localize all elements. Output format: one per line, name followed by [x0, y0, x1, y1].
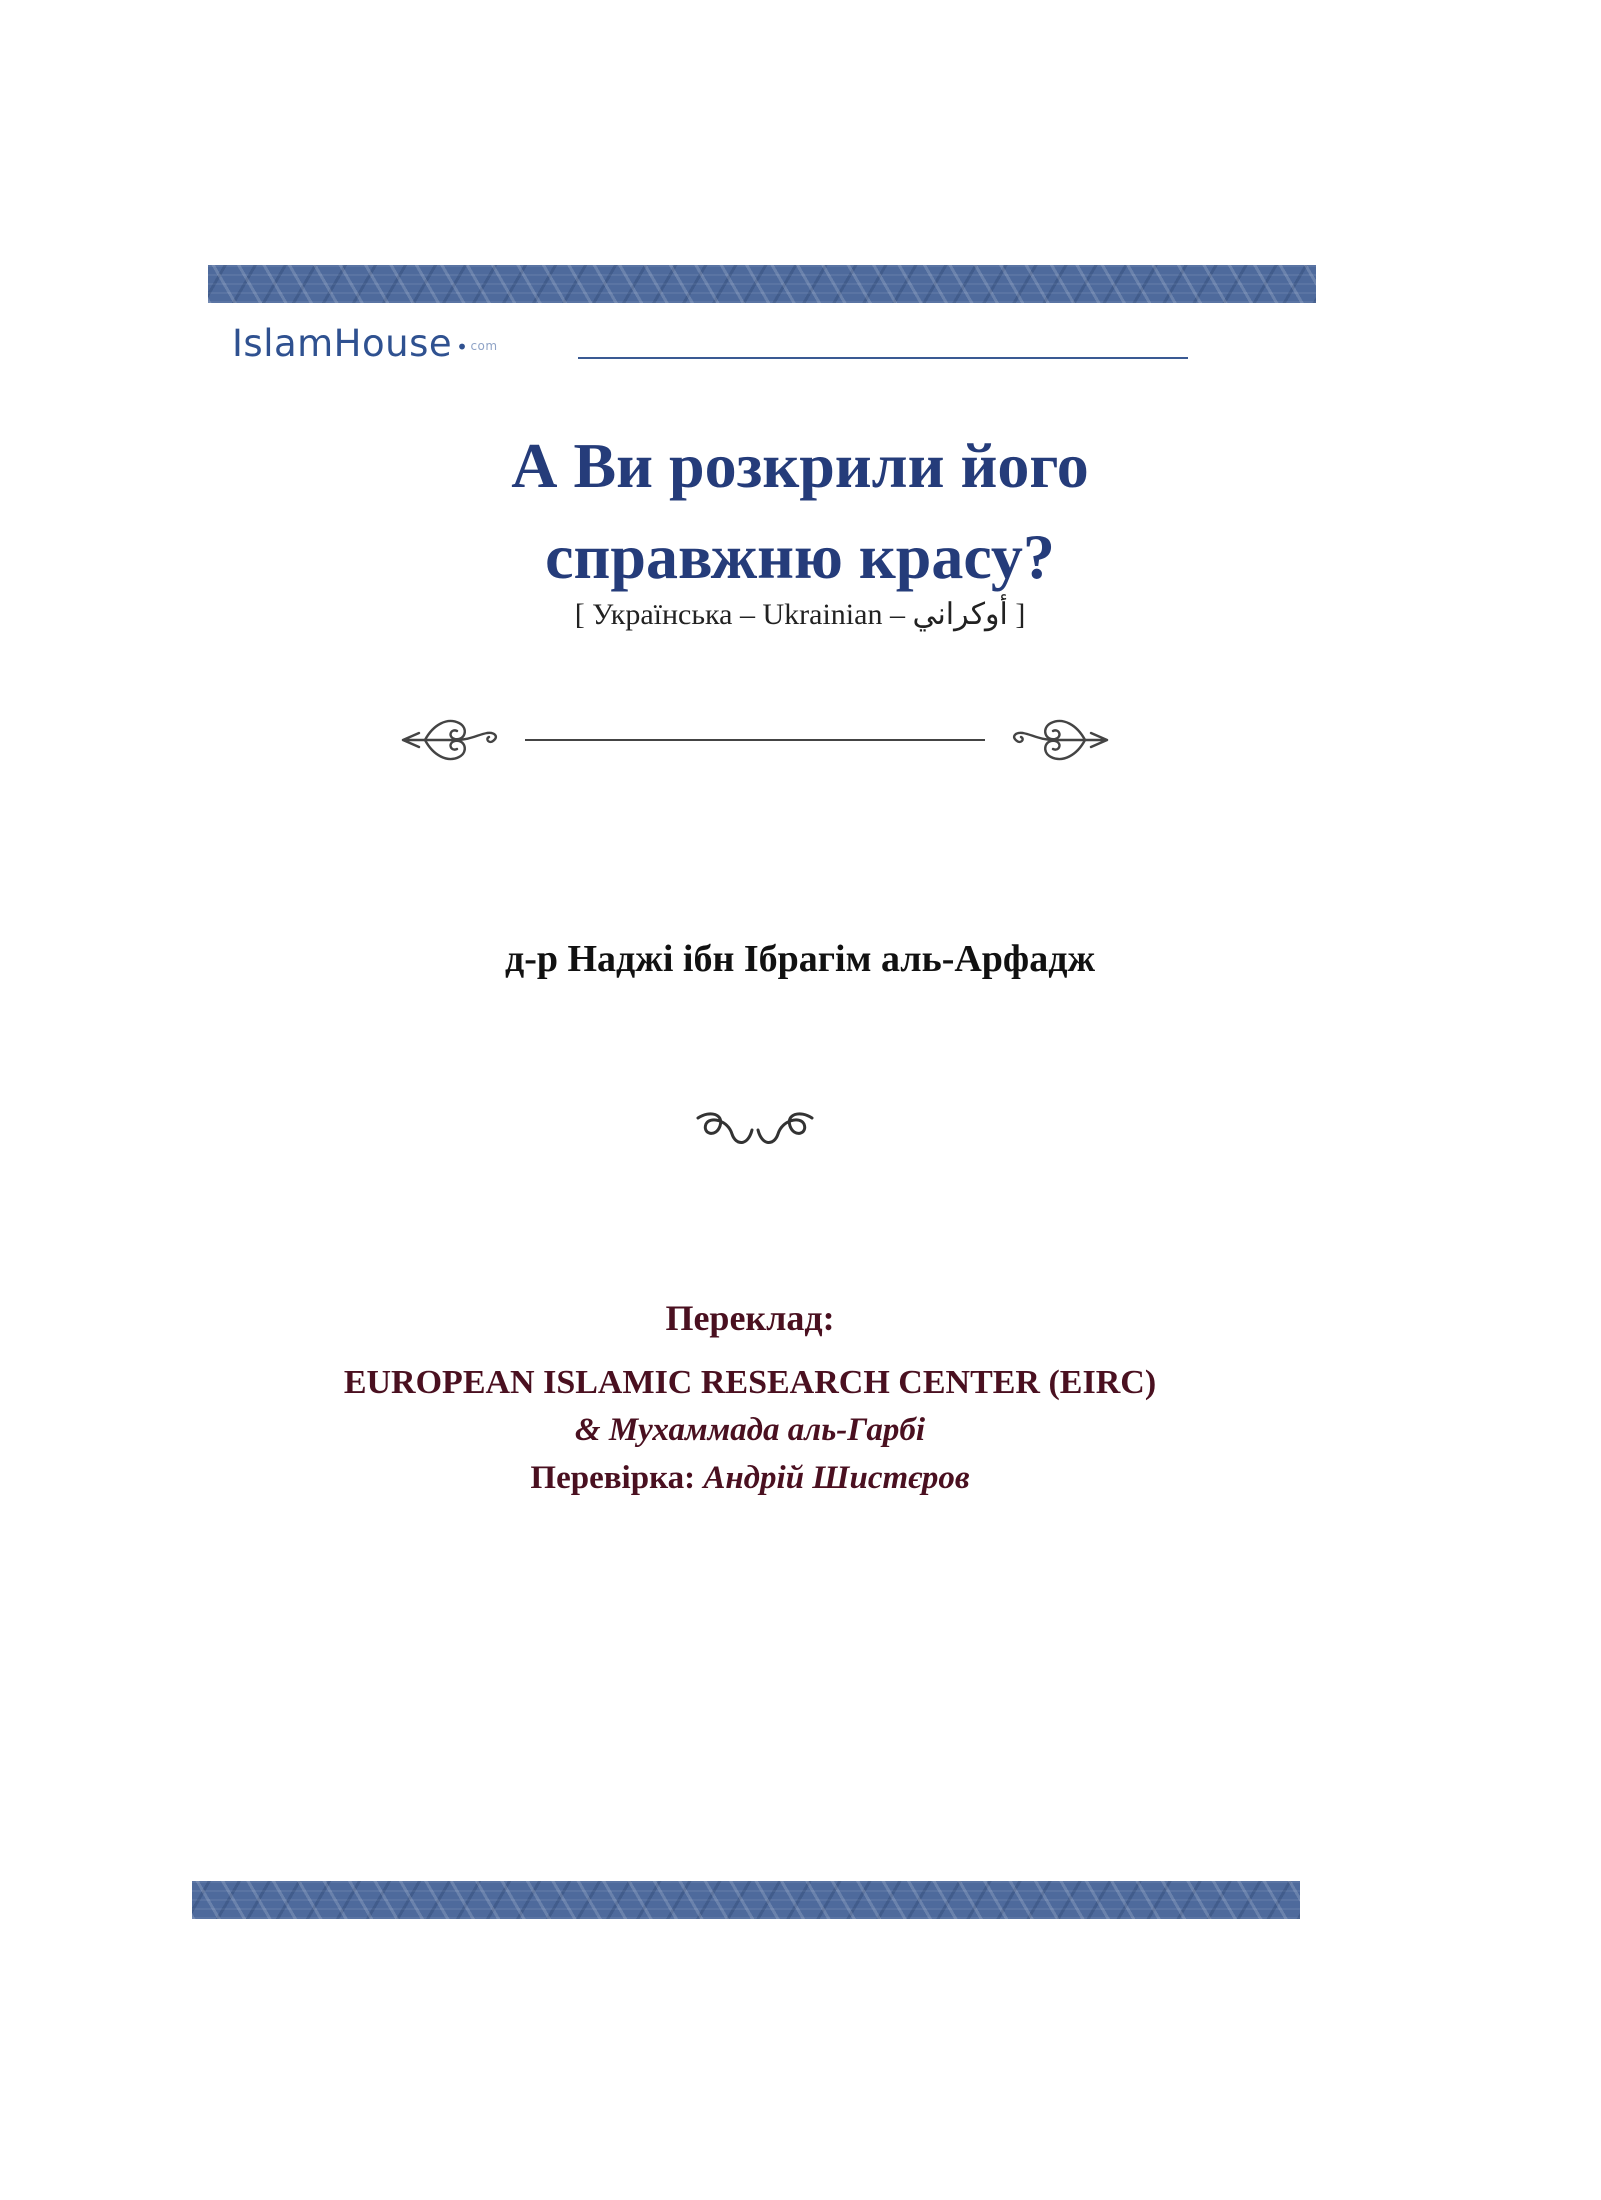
translator-name: & Мухаммада аль-Гарбі — [574, 1412, 926, 1448]
review-label: Перевірка: — [530, 1460, 696, 1496]
right-flourish-icon — [1014, 721, 1107, 759]
logo-dot: • — [456, 335, 469, 359]
logo-suffix: com — [470, 339, 498, 353]
review-line — [200, 1462, 1300, 1495]
bottom-decorative-band — [192, 1881, 1300, 1919]
logo-rule — [578, 357, 1188, 359]
left-flourish-icon — [403, 721, 496, 759]
title-line-1: А Ви розкрили його — [511, 430, 1089, 501]
top-decorative-band — [208, 265, 1316, 303]
islamhouse-logo — [232, 322, 498, 365]
author-name: д-р Наджі ібн Ібрагім аль-Арфадж — [504, 938, 1096, 980]
section-ornament-icon — [680, 1100, 830, 1160]
reviewer-name: Андрій Шистєров — [703, 1460, 970, 1496]
logo-text: IslamHouse — [232, 322, 453, 365]
translator-organization: EUROPEAN ISLAMIC RESEARCH CENTER (EIRC) — [343, 1364, 1157, 1401]
title-line-2: справжню красу? — [545, 521, 1055, 592]
language-line: [ Українська – Ukrainian – أوكراني ] — [574, 598, 1026, 631]
translation-label: Переклад: — [665, 1298, 835, 1338]
flourish-divider — [395, 695, 1115, 785]
